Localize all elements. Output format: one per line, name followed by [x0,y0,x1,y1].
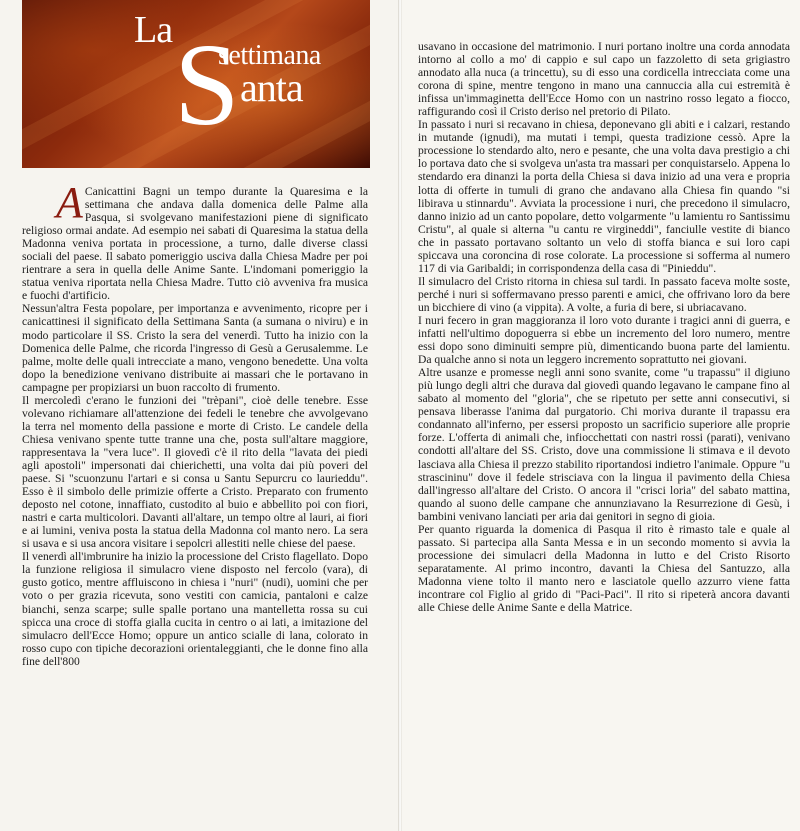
paragraph [22,178,368,303]
paragraph: Il mercoledì c'erano le funzioni dei "trèpani", cioè delle tenebre. Esse volevano richiamare all'attenzione dei fedeli le tenebre che avvolgevano la terra nel momento della passione e morte di Cristo. Le candele della Chiesa venivano spente tutte tranne una che, posta sull'altare maggiore, rappresentava la "vera luce". Il giovedì c'è il rito della "lavata dei piedi agli apostoli" impersonati dai chierichetti, una volta dai più poveri del paese. Si "scuonzunu l'artari e si consa u Santu Sepurcru co laurieddu". Esso è il simbolo delle primizie offerte a Cristo. Preparato con frumento deposto nel cotone, innaffiato, custodito al buio e abbellito poi con fiori, nastri e carta multicolori. Davanti all'altare, un tempo oltre al lauri, ai fiori e ai lumini, veniva posta la statua della Madonna col manto nero. La sera si usava e si usa ancora visitare i sepolcri allestiti nelle chiese del paese. [22,393,368,551]
title-word-anta: anta [240,65,303,110]
paragraph: Altre usanze e promesse negli anni sono svanite, come "u trapassu" il digiuno più lungo degli altri che durava dal giovedì quando legavano le campane fino al sabato al momento del "gloria", che se ripetuto per sette anni consecutivi, si pensava liberasse l'anima dal purgatorio. Chi moriva durante il trapassu era condannato all'inferno, per essersi proposto un sacrificio superiore alle proprie forze. L'offerta di animali che, infiocchettati con nastri rossi (parati), venivano condotti all'altare del SS. Cristo, dove una commissione li stimava e il devoto lasciava alla Chiesa il prezzo stabilito riportandosi indietro l'animale. Oppure "u strascininu" dove il fedele strisciava con la lingua il pavimento della Chiesa dall'ingresso all'altare del Cristo. O ancora il "crisci loria" del sabato mattina, quando al suono delle campane che annunziavano la Resurrezione di Gesù, i bambini venivano lanciati per aria dai genitori in segno di gioia. [418,366,790,523]
drop-cap: A [56,178,83,227]
right-text-column [418,40,790,614]
paragraph: Nessun'altra Festa popolare, per importanza e avvenimento, ricopre per i canicattinesi il significato della Settimana Santa (a sumana o niviru) e in modo particolare il SS. Cristo la sera del venerdì. Tutto ha inizio con la Domenica delle Palme, che ricorda l'ingresso di Gesù a Gerusalemme. Le palme, molte delle quali intrecciate a mano, vengono benedette. Una volta dopo la benedizione venivano distribuite ai massari che le portavano in campagne per propiziarsi un buon raccolto di frumento. [22,302,368,394]
left-page [0,0,398,831]
title-initial-s: S [174,19,240,150]
paragraph: I nuri fecero in gran maggioranza il loro voto durante i tragici anni di guerra, e infatti nell'ultimo dopoguerra si ebbe un incremento del loro numero, mentre essi dopo sono diminuiti sempre più, dimenticando buona parte del lamientu. Da qualche anno si nota un leggero incremento soprattutto nei giovani. [418,313,790,367]
paragraph: Il simulacro del Cristo ritorna in chiesa sul tardi. In passato faceva molte soste, perché i nuri si soffermavano presso parenti e amici, che offrivano loro da bere un bicchiere di vino (a vippita). A volte, a furia di bere, si ubriacavano. [418,274,790,314]
title-word-la: La [134,9,173,51]
title-word-settimana: settimana [218,40,321,71]
paragraph-text: Canicattini Bagni un tempo durante la Quaresima e la settimana che andava dalla domenica delle Palme alla Pasqua, si svolgevano manifestazioni piene di significato religioso ormai andate. Ad esempio nei sabati di Quaresima la statua della Madonna veniva portata in processione, a turno, dalle diverse classi sociali del paese. Il sabato pomeriggio usciva dalla Chiesa Madre per poi rientrare a sera in quella delle Anime Sante. L'indomani pomeriggio la statua veniva riportata nella Chiesa Madre. Tutto ciò avveniva fra musica e fuochi d'artificio. [22,185,368,303]
title-banner [22,0,370,168]
paragraph: In passato i nuri si recavano in chiesa, deponevano gli abiti e i calzari, restando in mutande (ignudi), ma mutati i tempi, questa tradizione cessò. Apre la processione lo stendardo alto, nero e pesante, che una volta dava prestigio a chi lo portava dato che si svolgeva un'asta tra massari per conquistarselo. Appena lo stendardo era dinanzi la porta della Chiesa si dava inizio ad una vera e propria lotta di offerte in tumuli di grano che andavano alla Chiesa fin quando "si libirava u stinnardu". Avviata la processione i nuri, che precedono il simulacro, danno inizio ad un canto popolare, detto volgarmente "u lamientu ro Santissimu Cristu", al quale si alterna "u cantu re virgineddi", fanciulle vestite di bianco che in passato portavano soltanto un velo di stoffa bianca e sui loro capi spiccava una coroncina di rose colorate. La processione si sofferma al numero 117 di via Garibaldi; in corrispondenza della casa di "Pinieddu". [418,118,791,275]
paragraph: Per quanto riguarda la domenica di Pasqua il rito è rimasto tale e quale al passato. Si partecipa alla Santa Messa e in un secondo momento si avvia la processione dei simulacri della Madonna in lutto e del Cristo Risorto separatamente. Al primo incontro, davanti la Chiesa del Santuzzo, alla Madonna viene tolto il manto nero e lasciatole quello azzurro viene fatta incontrare col Figlio al grido di "Paci-Paci". Il rito si ripeterà ancora davanti alle Chiese delle Anime Sante e della Matrice. [418,522,790,615]
right-page [402,0,800,831]
paragraph: usavano in occasione del matrimonio. I nuri portano inoltre una corda annodata intorno al collo a mo' di cappio e sul capo un fazzoletto di seta grigiastro annodato alla nuca (a trincettu), su di esso una cordicella intrecciata come una corona di spine, mentre tengono in mano una cannuccia alla cui estremità è infissa un'immaginetta dell'Ecce Homo con un nastrino rosso legato a fiocco, raffigurando così il Cristo deriso nel pretorio di Pilato. [418,40,790,119]
paragraph: Il venerdì all'imbrunire ha inizio la processione del Cristo flagellato. Dopo la funzione religiosa il simulacro viene disposto nel fercolo (vara), di gusto gotico, mentre affluiscono in chiesa i "nuri" (nudi), uomini che per voto o per grazia ricevuta, sono vestiti con camicia, pantaloni e calze bianchi, senza scarpe; sulle spalle portano una mantelletta rossa su cui spicca una croce di stoffa gialla cucita in centro o ai lati, a imitazione del simulacro dell'Ecce Homo; oppure un antico scialle di lana, colorato in rosso cupo con tipiche decorazioni orientaleggianti, che le donne fino alla fine dell'800 [22,550,368,668]
left-text-column [22,178,368,668]
